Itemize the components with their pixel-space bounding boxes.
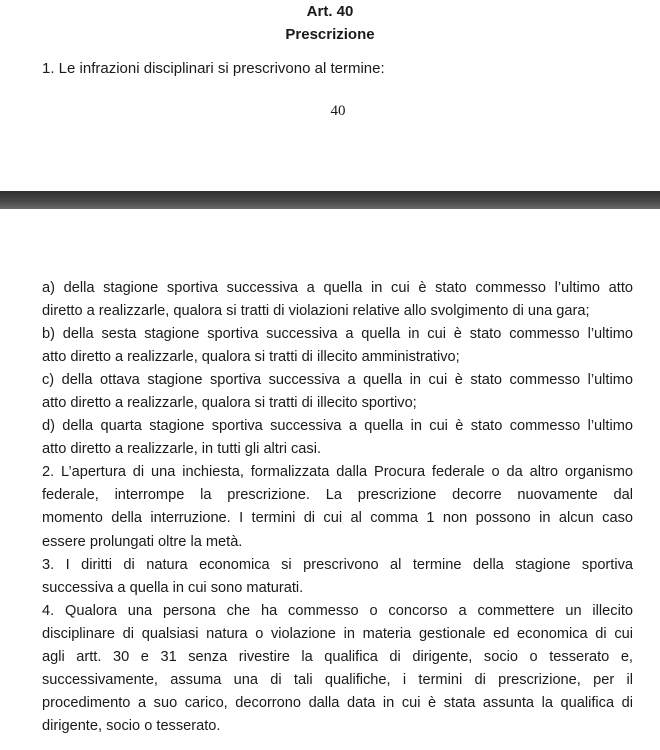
- text-line: d) della quarta stagione sportiva successiva a quella in cui è stato commesso l’ultimo: [42, 418, 633, 435]
- text-line: a) della stagione sportiva successiva a quella in cui è stato commesso l’ultimo atto: [42, 280, 633, 296]
- text-line: federale, interrompe la prescrizione. La prescrizione decorre nuovamente dal: [42, 487, 633, 504]
- page-number: 40: [330, 103, 346, 119]
- text-line: agli artt. 30 e 31 senza rivestire la qualifica di dirigente, socio o tesserato e,: [42, 648, 633, 665]
- text-line: b) della sesta stagione sportiva successiva a quella in cui è stato commesso l’ultimo: [42, 326, 633, 343]
- text-line: momento della interruzione. I termini di cui al comma 1 non possono in alcun caso: [42, 510, 633, 527]
- text-line: procedimento a suo carico, decorrono dalla data in cui è stata assunta la qualifica di: [42, 694, 633, 711]
- text-line: disciplinare di qualsiasi natura o violazione in materia gestionale ed economica di cui: [42, 625, 633, 642]
- article-body: [42, 277, 633, 738]
- text-line: atto diretto a realizzarle, in tutti gli altri casi.: [42, 441, 322, 458]
- article-intro: 1. Le infrazioni disciplinari si prescrivono al termine:: [42, 60, 385, 77]
- text-line: 4. Qualora una persona che ha commesso o concorso a commettere un illecito: [42, 602, 633, 619]
- text-line: atto diretto a realizzarle, qualora si tratti di illecito sportivo;: [42, 395, 417, 412]
- article-title: Prescrizione: [285, 26, 375, 43]
- text-line: dirigente, socio o tesserato.: [42, 717, 221, 734]
- text-line: 2. L’apertura di una inchiesta, formalizzata dalla Procura federale o da altro organismo: [42, 464, 633, 481]
- text-line: successiva a quella in cui sono maturati.: [42, 579, 304, 596]
- document-page-top: [0, 0, 660, 191]
- text-line: diretto a realizzarle, qualora si tratti di violazioni relative allo svolgimento di una gara;: [42, 303, 590, 320]
- text-line: essere prolungati oltre la metà.: [42, 533, 243, 550]
- text-line: successivamente, assuma una di tali qualifiche, i termini di prescrizione, per il: [42, 671, 633, 688]
- page-separator: [0, 191, 660, 209]
- article-number: Art. 40: [306, 3, 354, 20]
- text-line: atto diretto a realizzarle, qualora si tratti di illecito amministrativo;: [42, 349, 460, 366]
- text-line: 3. I diritti di natura economica si prescrivono al termine della stagione sportiva: [42, 556, 633, 573]
- text-line: c) della ottava stagione sportiva successiva a quella in cui è stato commesso l’ultimo: [42, 372, 633, 389]
